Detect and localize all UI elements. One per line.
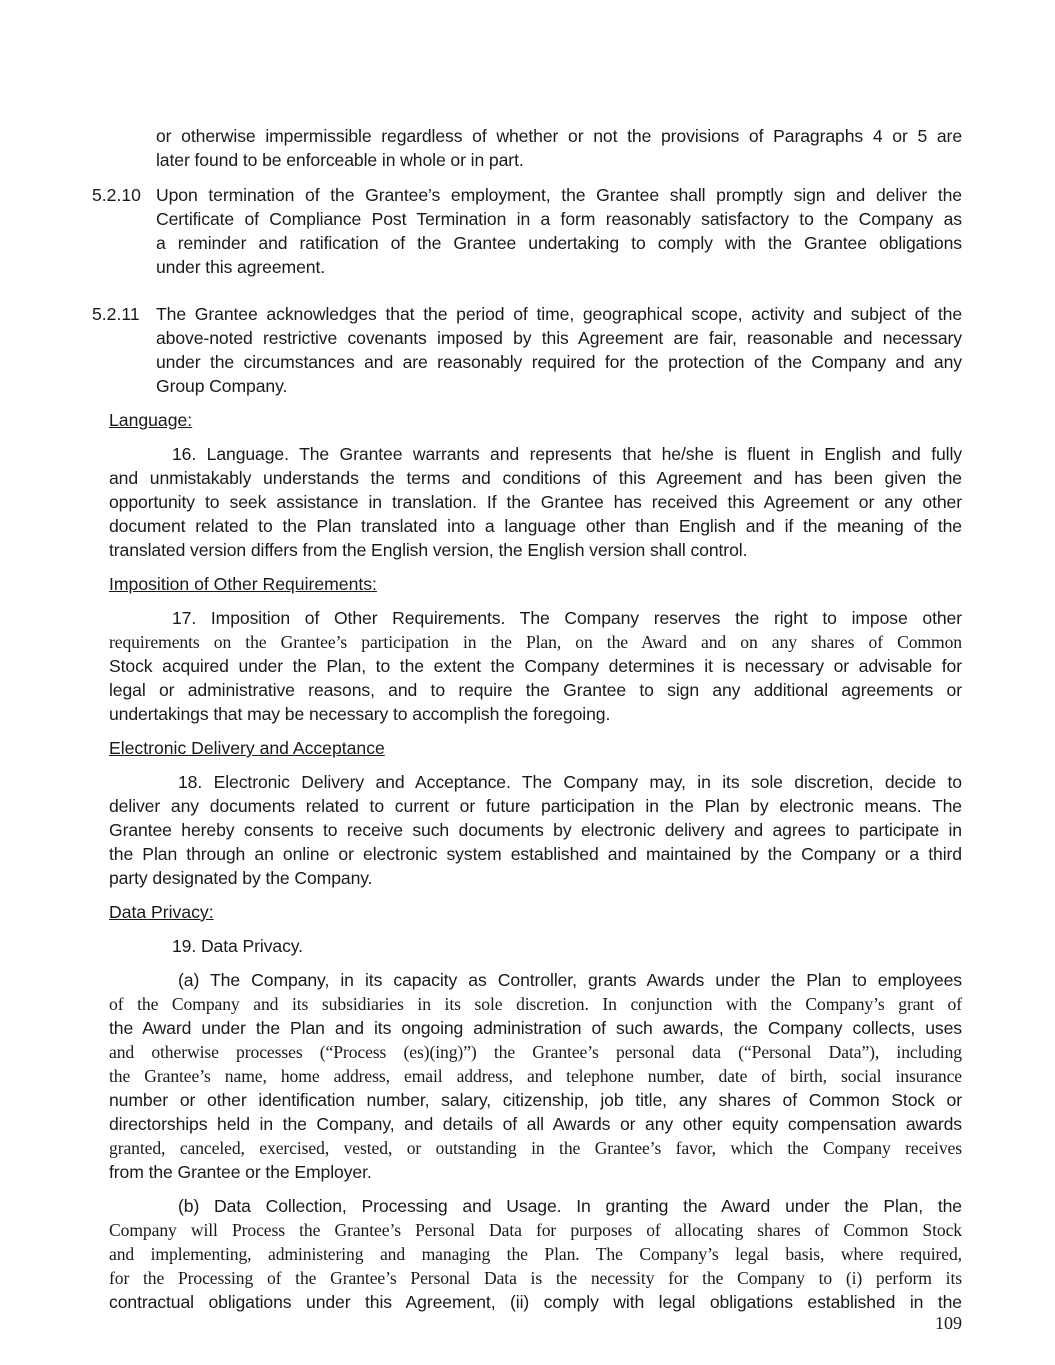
paragraph-title: 19. Data Privacy. <box>172 936 303 956</box>
section-heading-imposition: Imposition of Other Requirements: <box>109 574 377 594</box>
clause-line: Upon termination of the Grantee’s employment, the Grantee shall promptly sign and deliver the <box>156 185 962 205</box>
clause-line: The Grantee acknowledges that the period of time, geographical scope, activity and subject of the <box>156 304 962 324</box>
paragraph-line: and unmistakably understands the terms and conditions of this Agreement and has been given the <box>109 468 962 488</box>
clause-line: under this agreement. <box>156 257 326 277</box>
paragraph-line: translated version differs from the English version, the English version shall control. <box>109 540 748 560</box>
clause-number: 5.2.11 <box>92 304 140 324</box>
clause-line: under the circumstances and are reasonably required for the protection of the Company and any <box>156 352 962 372</box>
paragraph-line: contractual obligations under this Agreement, (ii) comply with legal obligations established in the <box>109 1292 962 1312</box>
page-number: 109 <box>935 1313 962 1333</box>
paragraph-line: deliver any documents related to current or future participation in the Plan by electronic means. The <box>109 796 962 816</box>
paragraph-line: Stock acquired under the Plan, to the extent the Company determines it is necessary or advisable for <box>109 656 962 676</box>
paragraph-line: Company will Process the Grantee’s Personal Data for purposes of allocating shares of Common Stock <box>109 1220 962 1240</box>
paragraph-line: undertakings that may be necessary to accomplish the foregoing. <box>109 704 611 724</box>
paragraph-line: 18. Electronic Delivery and Acceptance. The Company may, in its sole discretion, decide to <box>178 772 962 792</box>
paragraph-line: from the Grantee or the Employer. <box>109 1162 372 1182</box>
section-heading-language: Language: <box>109 410 193 430</box>
paragraph-line: 17. Imposition of Other Requirements. The Company reserves the right to impose other <box>172 608 962 628</box>
clause-line: Group Company. <box>156 376 288 396</box>
clause-line: Certificate of Compliance Post Termination in a form reasonably satisfactory to the Company as <box>156 209 962 229</box>
paragraph-line: the Award under the Plan and its ongoing administration of such awards, the Company collects, uses <box>109 1018 962 1038</box>
paragraph-line: opportunity to seek assistance in translation. If the Grantee has received this Agreement or any other <box>109 492 962 512</box>
paragraph-line: number or other identification number, salary, citizenship, job title, any shares of Common Stock or <box>109 1090 962 1110</box>
paragraph-line: party designated by the Company. <box>109 868 373 888</box>
clause-line: above-noted restrictive covenants imposed by this Agreement are fair, reasonable and necessary <box>156 328 962 348</box>
paragraph-line: and implementing, administering and managing the Plan. The Company’s legal basis, where required, <box>109 1244 962 1264</box>
paragraph-line: the Plan through an online or electronic system established and maintained by the Company or a third <box>109 844 962 864</box>
paragraph-line: directorships held in the Company, and details of all Awards or any other equity compensation awards <box>109 1114 962 1134</box>
paragraph-line: (a) The Company, in its capacity as Controller, grants Awards under the Plan to employees <box>178 970 962 990</box>
paragraph-line: legal or administrative reasons, and to require the Grantee to sign any additional agreements or <box>109 680 962 700</box>
paragraph-line: granted, canceled, exercised, vested, or outstanding in the Grantee’s favor, which the Company receives <box>109 1138 962 1158</box>
paragraph-line: and otherwise processes (“Process (es)(ing)”) the Grantee’s personal data (“Personal Data”), including <box>109 1042 962 1062</box>
paragraph-line: Grantee hereby consents to receive such documents by electronic delivery and agrees to participate in <box>109 820 962 840</box>
clause-line: a reminder and ratification of the Grantee undertaking to comply with the Grantee obligations <box>156 233 962 253</box>
section-continuation-line: or otherwise impermissible regardless of whether or not the provisions of Paragraphs 4 or 5 are <box>156 126 962 146</box>
paragraph-line: for the Processing of the Grantee’s Personal Data is the necessity for the Company to (i) perform its <box>109 1268 962 1288</box>
paragraph-line: 16. Language. The Grantee warrants and represents that he/she is fluent in English and fully <box>172 444 962 464</box>
section-continuation-line: later found to be enforceable in whole or in part. <box>156 150 524 170</box>
paragraph-line: of the Company and its subsidiaries in its sole discretion. In conjunction with the Company’s grant of <box>109 994 962 1014</box>
paragraph-line: (b) Data Collection, Processing and Usage. In granting the Award under the Plan, the <box>178 1196 962 1216</box>
paragraph-line: requirements on the Grantee’s participation in the Plan, on the Award and on any shares of Common <box>109 632 962 652</box>
section-heading-privacy: Data Privacy: <box>109 902 214 922</box>
paragraph-line: document related to the Plan translated into a language other than English and if the meaning of the <box>109 516 962 536</box>
clause-number: 5.2.10 <box>92 185 141 205</box>
paragraph-line: the Grantee’s name, home address, email address, and telephone number, date of birth, social insurance <box>109 1066 962 1086</box>
section-heading-electronic: Electronic Delivery and Acceptance <box>109 738 385 758</box>
